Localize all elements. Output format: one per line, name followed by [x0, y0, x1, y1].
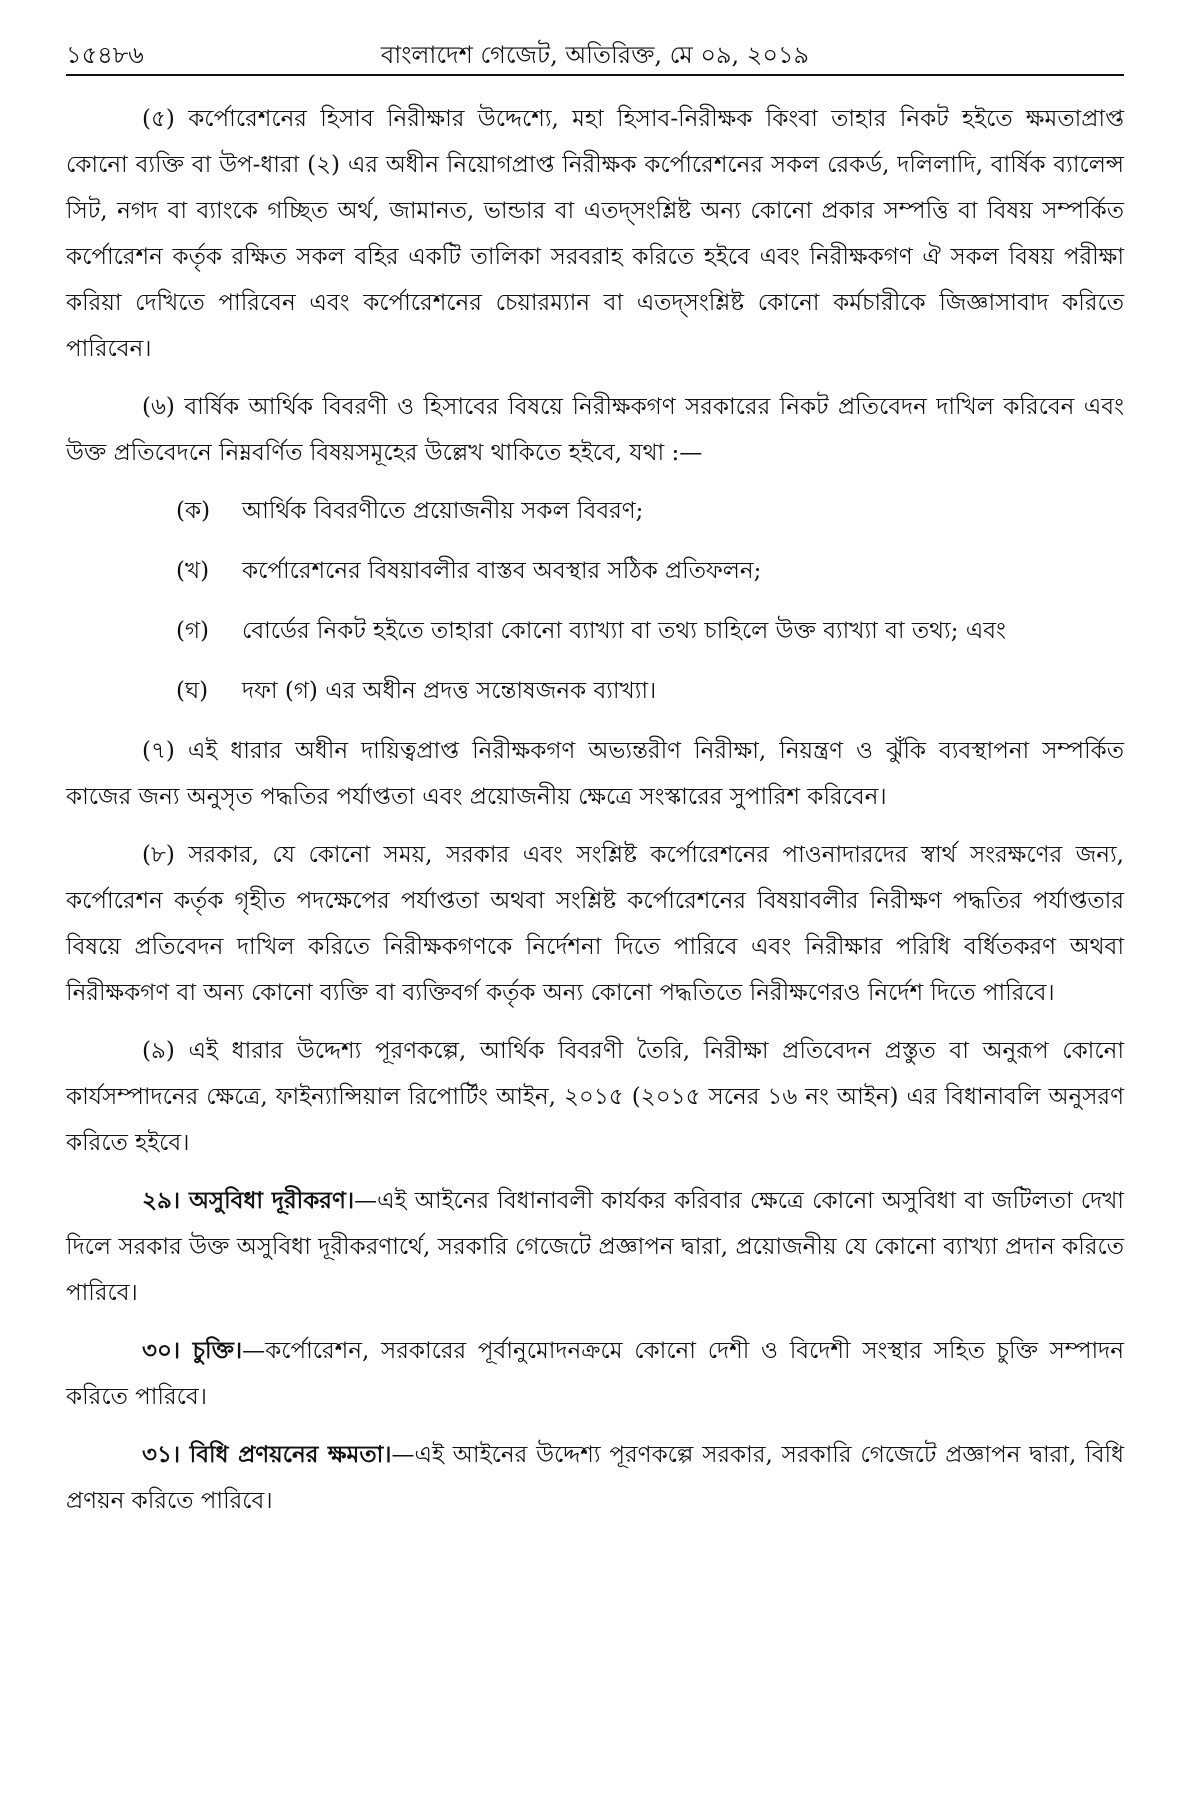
- clause-label: (গ): [176, 618, 210, 644]
- section-29: [66, 1178, 1124, 1316]
- subsection-6: (৬) বার্ষিক আর্থিক বিবরণী ও হিসাবের বিষয়ে নিরীক্ষকগণ সরকারের নিকট প্রতিবেদন দাখিল করিবেন এবং উক্ত প্রতিবেদনে নিম্নবর্ণিত বিষয়সমূহের উল্লেখ থাকিতে হইবে, যথা :—: [66, 394, 1124, 466]
- clause-text: দফা (গ) এর অধীন প্রদত্ত সন্তোষজনক ব্যাখ্যা।: [242, 678, 657, 704]
- subsection-5: (৫) কর্পোরেশনের হিসাব নিরীক্ষার উদ্দেশ্যে, মহা হিসাব-নিরীক্ষক কিংবা তাহার নিকট হইতে ক্ষমতাপ্রাপ্ত কোনো ব্যক্তি বা উপ-ধারা (২) এর অধীন নিয়োগপ্রাপ্ত নিরীক্ষক কর্পোরেশনের সকল রেকর্ড, দলিলাদি, বার্ষিক ব্যালেন্স সিট, নগদ বা ব্যাংকে গচ্ছিত অর্থ, জামানত, ভান্ডার বা এতদ্‌সংশ্লিষ্ট অন্য কোনো প্রকার সম্পত্তি বা বিষয় সম্পর্কিত কর্পোরেশন কর্তৃক রক্ষিত সকল বহির একটি তালিকা সরবরাহ করিতে হইবে এবং নিরীক্ষকগণ ঐ সকল বিষয় পরীক্ষা করিয়া দেখিতে পারিবেন এবং কর্পোরেশনের চেয়ারম্যান বা এতদ্‌সংশ্লিষ্ট কোনো কর্মচারীকে জিজ্ঞাসাবাদ করিতে পারিবেন।: [66, 106, 1124, 362]
- clause-text: কর্পোরেশনের বিষয়াবলীর বাস্তব অবস্থার সঠিক প্রতিফলন;: [242, 558, 762, 584]
- page-number: ১৫৪৮৬: [66, 41, 144, 69]
- subsection-7: (৭) এই ধারার অধীন দায়িত্বপ্রাপ্ত নিরীক্ষকগণ অভ্যন্তরীণ নিরীক্ষা, নিয়ন্ত্রণ ও ঝুঁকি ব্যবস্থাপনা সম্পর্কিত কাজের জন্য অনুসৃত পদ্ধতির পর্যাপ্ততা এবং প্রয়োজনীয় ক্ষেত্রে সংস্কারের সুপারিশ করিবেন।: [66, 738, 1124, 810]
- section-text: —কর্পোরেশন, সরকারের পূর্বানুমোদনক্রমে কোনো দেশী ও বিদেশী সংস্থার সহিত চুক্তি সম্পাদন করিতে পারিবে।: [66, 1338, 1124, 1410]
- clause-label: (ঘ): [176, 678, 209, 704]
- section-text: —এই আইনের উদ্দেশ্য পূরণকল্পে সরকার, সরকারি গেজেটে প্রজ্ঞাপন দ্বারা, বিধি প্রণয়ন করিতে পারিবে।: [66, 1442, 1124, 1514]
- section-heading: ৩১। বিধি প্রণয়নের ক্ষমতা।: [142, 1441, 392, 1468]
- clause-text: বোর্ডের নিকট হইতে তাহারা কোনো ব্যাখ্যা বা তথ্য চাহিলে উক্ত ব্যাখ্যা বা তথ্য; এবং: [242, 618, 1006, 644]
- section-text: —এই আইনের বিধানাবলী কার্যকর করিবার ক্ষেত্রে কোনো অসুবিধা বা জটিলতা দেখা দিলে সরকার উক্ত অসুবিধা দূরীকরণার্থে, সরকারি গেজেটে প্রজ্ঞাপন দ্বারা, প্রয়োজনীয় যে কোনো ব্যাখ্যা প্রদান করিতে পারিবে।: [66, 1188, 1124, 1306]
- section-30: [66, 1328, 1124, 1420]
- clause-label: (খ): [176, 558, 210, 584]
- subsection-9: (৯) এই ধারার উদ্দেশ্য পূরণকল্পে, আর্থিক বিবরণী তৈরি, নিরীক্ষা প্রতিবেদন প্রস্তুত বা অনুরূপ কোনো কার্যসম্পাদনের ক্ষেত্রে, ফাইন্যান্সিয়াল রিপোর্টিং আইন, ২০১৫ (২০১৫ সনের ১৬ নং আইন) এর বিধানাবলি অনুসরণ করিতে হইবে।: [66, 1038, 1124, 1156]
- section-heading: ২৯। অসুবিধা দূরীকরণ।: [142, 1187, 355, 1214]
- section-31: [66, 1432, 1124, 1524]
- subsection-8: (৮) সরকার, যে কোনো সময়, সরকার এবং সংশ্লিষ্ট কর্পোরেশনের পাওনাদারদের স্বার্থ সংরক্ষণের জন্য, কর্পোরেশন কর্তৃক গৃহীত পদক্ষেপের পর্যাপ্ততা অথবা সংশ্লিষ্ট কর্পোরেশনের বিষয়াবলীর নিরীক্ষণ পদ্ধতির পর্যাপ্ততার বিষয়ে প্রতিবেদন দাখিল করিতে নিরীক্ষকগণকে নির্দেশনা দিতে পারিবে এবং নিরীক্ষার পরিধি বর্ধিতকরণ অথবা নিরীক্ষকগণ বা অন্য কোনো ব্যক্তি বা ব্যক্তিবর্গ কর্তৃক অন্য কোনো পদ্ধতিতে নিরীক্ষণেরও নির্দেশ দিতে পারিবে।: [66, 842, 1124, 1006]
- document-body: [66, 96, 1124, 1524]
- page-header: [66, 40, 1124, 76]
- list-item: [66, 548, 1124, 594]
- clause-label: (ক): [176, 498, 211, 524]
- list-item: [66, 668, 1124, 714]
- clause-list: [66, 488, 1124, 714]
- list-item: [66, 608, 1124, 654]
- clause-text: আর্থিক বিবরণীতে প্রয়োজনীয় সকল বিবরণ;: [242, 498, 644, 524]
- running-title: বাংলাদেশ গেজেট, অতিরিক্ত, মে ০৯, ২০১৯: [380, 41, 810, 69]
- list-item: [66, 488, 1124, 534]
- section-heading: ৩০। চুক্তি।: [142, 1337, 243, 1364]
